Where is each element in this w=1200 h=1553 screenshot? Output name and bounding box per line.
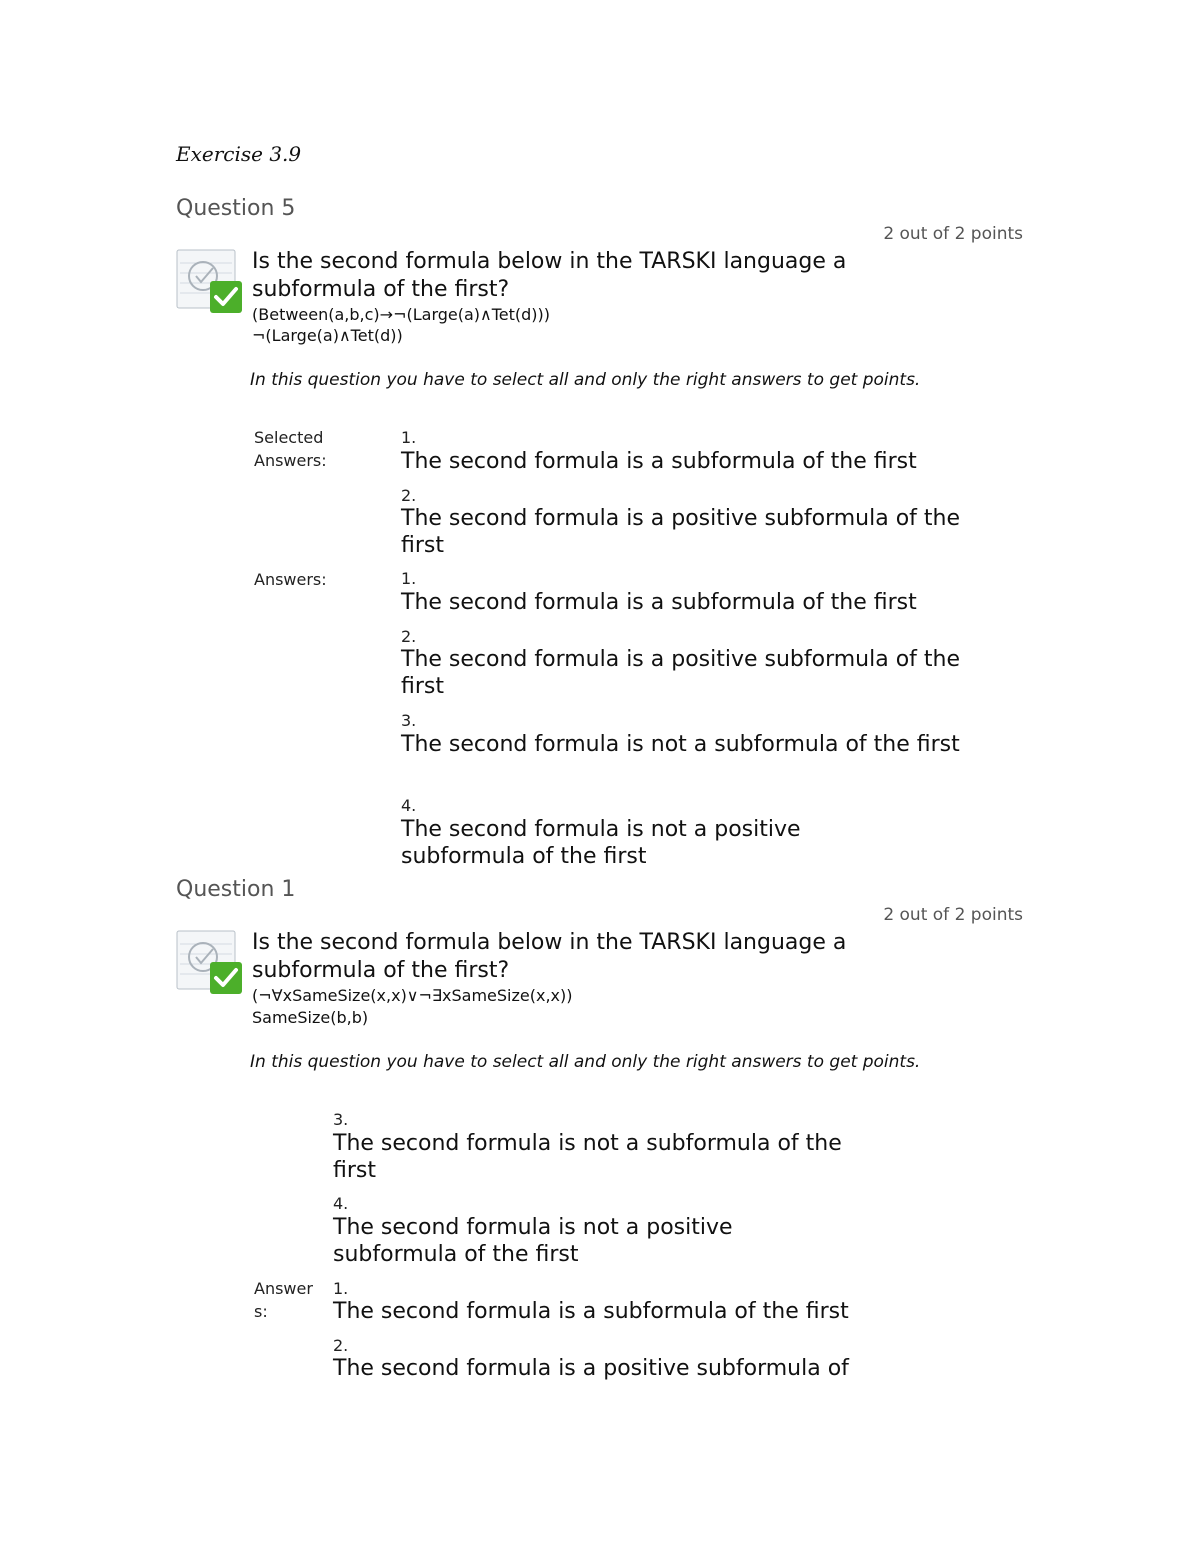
selected-answer-text: The second formula is not a positive subformula of the first xyxy=(333,1215,733,1267)
selected-answers-label: Selected Answers: xyxy=(254,428,327,470)
answer-number: 1. xyxy=(333,1279,349,1298)
selected-answer-number: 3. xyxy=(333,1110,349,1129)
question-5-text: Is the second formula below in the TARSKI language a subformula of the first? xyxy=(252,249,847,302)
answer-text: The second formula is a subformula of the first xyxy=(401,590,917,615)
question-1-instruction: In this question you have to select all and only the right answers to get points. xyxy=(250,1052,921,1072)
selected-answer-number: 4. xyxy=(333,1194,349,1213)
answers-label: Answer s: xyxy=(254,1279,313,1321)
answer-text: The second formula is not a subformula of the first xyxy=(401,732,960,757)
answer-number: 2. xyxy=(401,627,417,646)
answer-text: The second formula is a positive subformula of xyxy=(333,1356,849,1381)
question-5-formula-1: (Between(a,b,c)→¬(Large(a)∧Tet(d))) xyxy=(252,305,551,324)
answers-label: Answers: xyxy=(254,570,327,589)
question-1-points: 2 out of 2 points xyxy=(883,905,1023,925)
question-5-points: 2 out of 2 points xyxy=(883,224,1023,244)
answer-number: 2. xyxy=(333,1336,349,1355)
answer-number: 3. xyxy=(401,711,417,730)
selected-answer-text: The second formula is a positive subformula of the first xyxy=(401,506,961,558)
question-5-title: Question 5 xyxy=(176,196,296,221)
correct-check-icon xyxy=(176,930,242,996)
exercise-title: Exercise 3.9 xyxy=(176,142,302,166)
answer-number: 1. xyxy=(401,569,417,588)
selected-answer-number: 2. xyxy=(401,486,417,505)
answer-number: 4. xyxy=(401,796,417,815)
selected-answer-text: The second formula is not a subformula of the first xyxy=(333,1131,842,1183)
answer-text: The second formula is not a positive subformula of the first xyxy=(401,817,801,869)
question-1-title: Question 1 xyxy=(176,877,296,902)
selected-answer-number: 1. xyxy=(401,428,417,447)
question-1-text: Is the second formula below in the TARSKI language a subformula of the first? xyxy=(252,930,847,983)
answer-text: The second formula is a subformula of the first xyxy=(333,1299,849,1324)
question-1-formula-1: (¬∀xSameSize(x,x)∨¬∃xSameSize(x,x)) xyxy=(252,986,573,1005)
question-1-formula-2: SameSize(b,b) xyxy=(252,1008,369,1027)
question-5-formula-2: ¬(Large(a)∧Tet(d)) xyxy=(252,326,403,345)
correct-check-icon xyxy=(176,249,242,315)
selected-answer-text: The second formula is a subformula of the first xyxy=(401,449,917,474)
answer-text: The second formula is a positive subformula of the first xyxy=(401,647,961,699)
question-5-instruction: In this question you have to select all and only the right answers to get points. xyxy=(250,370,921,390)
